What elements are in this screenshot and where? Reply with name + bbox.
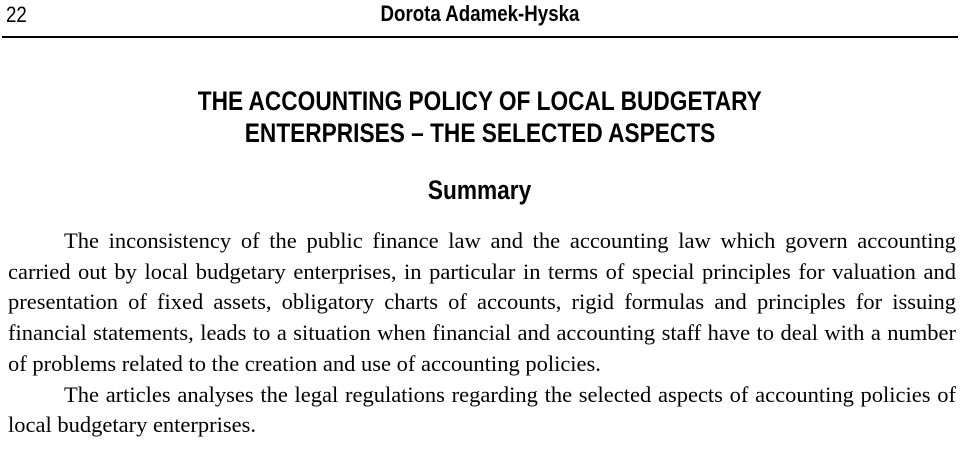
running-head-author [0,1,960,27]
abstract-paragraph-1: The inconsistency of the public finance law and the accounting law which govern accounting carried out by local budgetary enterprises, in particular in terms of special principles for valuation and presentation of fixed assets, obligatory charts of accounts, rigid formulas and principles for issuing financial statements, leads to a situation when financial and accounting staff have to deal with a number of problems related to the creation and use of accounting policies. [8,228,956,376]
author-name: Dorota Adamek-Hyska [380,1,580,26]
abstract-body [8,226,956,441]
summary-heading [0,174,960,206]
header-rule [2,36,958,38]
title-line-1 [0,85,960,117]
abstract-paragraph-2: The articles analyses the legal regulations regarding the selected aspects of accounting policies of local budgetary enterprises. [8,381,956,438]
title-line-2-text: ENTERPRISES – THE SELECTED ASPECTS [244,118,716,148]
article-title [0,85,960,149]
page-number: 22 [6,2,27,27]
summary-heading-text: Summary [428,175,532,205]
title-line-2 [0,117,960,149]
running-header [0,0,960,40]
title-line-1-text: THE ACCOUNTING POLICY OF LOCAL BUDGETARY [197,86,763,116]
